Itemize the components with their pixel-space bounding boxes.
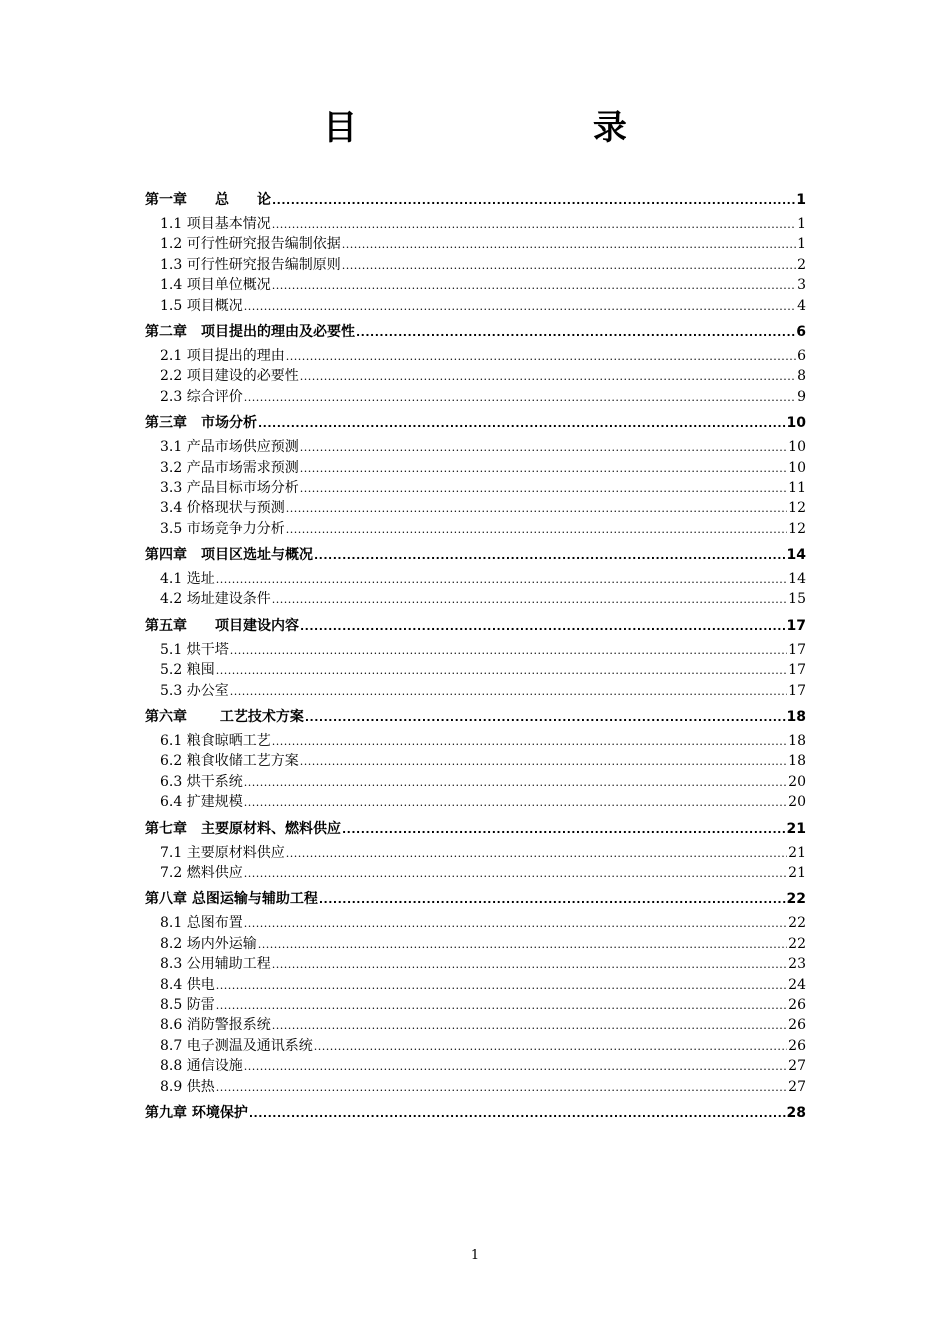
dot-leader bbox=[286, 499, 787, 519]
toc-section-page: 21 bbox=[788, 864, 806, 881]
toc-section-label: 3.1 产品市场供应预测 bbox=[160, 439, 299, 456]
dot-leader bbox=[244, 914, 787, 934]
toc-chapter-label: 第七章 主要原材料、燃料供应 bbox=[145, 820, 341, 837]
toc-section[interactable] bbox=[145, 437, 806, 457]
toc-section-page: 1 bbox=[797, 236, 806, 253]
dot-leader bbox=[272, 955, 787, 975]
toc-section-label: 8.9 供热 bbox=[160, 1078, 215, 1095]
dot-leader bbox=[300, 367, 796, 387]
toc-section-page: 18 bbox=[788, 753, 806, 770]
toc-section-label: 5.1 烘干塔 bbox=[160, 641, 229, 658]
toc-chapter-label: 第一章 总 论 bbox=[145, 192, 271, 208]
toc-section[interactable] bbox=[145, 275, 806, 295]
toc-section[interactable] bbox=[145, 234, 806, 254]
dot-leader bbox=[314, 546, 786, 566]
page-title: 目 录 bbox=[323, 108, 739, 148]
toc-chapter[interactable] bbox=[145, 413, 806, 433]
dot-leader bbox=[319, 890, 786, 910]
toc-section-label: 3.5 市场竞争力分析 bbox=[160, 520, 285, 537]
toc-section-page: 22 bbox=[788, 935, 806, 952]
toc-section-page: 17 bbox=[788, 662, 806, 679]
dot-leader bbox=[230, 682, 787, 702]
toc-section-label: 6.3 烘干系统 bbox=[160, 773, 243, 790]
dot-leader bbox=[305, 708, 786, 728]
dot-leader bbox=[286, 347, 796, 367]
dot-leader bbox=[286, 520, 787, 540]
toc-section-label: 1.2 可行性研究报告编制依据 bbox=[160, 236, 341, 253]
toc-section-label: 1.5 项目概况 bbox=[160, 297, 243, 314]
toc-section[interactable] bbox=[145, 772, 806, 792]
toc-chapter[interactable] bbox=[145, 322, 806, 342]
toc-chapter[interactable] bbox=[145, 819, 806, 839]
toc-section[interactable] bbox=[145, 863, 806, 883]
toc-section-page: 24 bbox=[788, 976, 806, 993]
toc-section-label: 3.3 产品目标市场分析 bbox=[160, 479, 299, 496]
toc-section[interactable] bbox=[145, 296, 806, 316]
toc-section-page: 15 bbox=[788, 591, 806, 608]
dot-leader bbox=[300, 752, 787, 772]
toc-section[interactable] bbox=[145, 751, 806, 771]
toc-section-label: 8.3 公用辅助工程 bbox=[160, 956, 271, 973]
toc-chapter-label: 第三章 市场分析 bbox=[145, 415, 257, 432]
toc-section-page: 10 bbox=[788, 459, 806, 476]
toc-section-label: 6.2 粮食收储工艺方案 bbox=[160, 753, 299, 770]
dot-leader bbox=[300, 479, 787, 499]
toc-section-page: 26 bbox=[788, 1017, 806, 1034]
toc-section-page: 12 bbox=[788, 500, 806, 517]
toc-section-label: 5.3 办公室 bbox=[160, 682, 229, 699]
toc-section[interactable] bbox=[145, 731, 806, 751]
toc-chapter-page: 28 bbox=[786, 1104, 806, 1121]
toc-section-label: 8.4 供电 bbox=[160, 976, 215, 993]
toc-section-page: 11 bbox=[788, 479, 806, 496]
toc-section-page: 10 bbox=[788, 439, 806, 456]
dot-leader bbox=[244, 297, 796, 317]
toc-chapter-label: 第八章 总图运输与辅助工程 bbox=[145, 891, 318, 908]
toc-chapter[interactable] bbox=[145, 707, 806, 727]
toc-section[interactable] bbox=[145, 346, 806, 366]
dot-leader bbox=[300, 459, 787, 479]
toc-section-page: 22 bbox=[788, 915, 806, 932]
dot-leader bbox=[244, 773, 787, 793]
toc-section-page: 27 bbox=[788, 1058, 806, 1075]
dot-leader bbox=[258, 414, 786, 434]
toc-chapter[interactable] bbox=[145, 889, 806, 909]
toc-section-label: 6.1 粮食晾晒工艺 bbox=[160, 733, 271, 750]
toc-section-page: 2 bbox=[797, 256, 806, 273]
dot-leader bbox=[314, 1037, 787, 1057]
toc-section[interactable] bbox=[145, 792, 806, 812]
dot-leader bbox=[216, 976, 787, 996]
toc-chapter-label: 第二章 项目提出的理由及必要性 bbox=[145, 323, 355, 340]
toc-section[interactable] bbox=[145, 934, 806, 954]
toc-section[interactable] bbox=[145, 1036, 806, 1056]
toc-section[interactable] bbox=[145, 995, 806, 1015]
toc-section[interactable] bbox=[145, 255, 806, 275]
dot-leader bbox=[244, 864, 787, 884]
toc-chapter-page: 14 bbox=[786, 547, 806, 564]
dot-leader bbox=[216, 661, 787, 681]
toc-chapter-page: 18 bbox=[786, 709, 806, 726]
toc-chapter-label: 第九章 环境保护 bbox=[145, 1104, 248, 1121]
toc-section[interactable] bbox=[145, 843, 806, 863]
toc-section[interactable] bbox=[145, 569, 806, 589]
toc-section[interactable] bbox=[145, 975, 806, 995]
toc-section-page: 26 bbox=[788, 1037, 806, 1054]
dot-leader bbox=[342, 256, 796, 276]
toc-section[interactable] bbox=[145, 1015, 806, 1035]
toc-section[interactable] bbox=[145, 660, 806, 680]
toc-section-label: 7.2 燃料供应 bbox=[160, 864, 243, 881]
dot-leader bbox=[342, 235, 796, 255]
toc-chapter[interactable] bbox=[145, 616, 806, 636]
toc-section-page: 14 bbox=[788, 571, 806, 588]
toc-chapter-label: 第四章 项目区选址与概况 bbox=[145, 547, 313, 564]
dot-leader bbox=[272, 215, 796, 235]
dot-leader bbox=[300, 617, 786, 637]
toc-chapter-page: 21 bbox=[786, 820, 806, 837]
toc-section-label: 1.3 可行性研究报告编制原则 bbox=[160, 256, 341, 273]
toc-chapter-page: 22 bbox=[786, 891, 806, 908]
dot-leader bbox=[216, 996, 787, 1016]
toc-section-page: 21 bbox=[788, 844, 806, 861]
toc-section[interactable] bbox=[145, 478, 806, 498]
dot-leader bbox=[272, 590, 787, 610]
dot-leader bbox=[272, 732, 787, 752]
toc-section-label: 2.2 项目建设的必要性 bbox=[160, 368, 299, 385]
toc-section-page: 20 bbox=[788, 794, 806, 811]
toc-section[interactable] bbox=[145, 458, 806, 478]
dot-leader bbox=[216, 570, 787, 590]
toc-chapter-label: 第五章 项目建设内容 bbox=[145, 617, 299, 634]
toc-section-page: 1 bbox=[797, 216, 806, 232]
toc-section-page: 3 bbox=[797, 277, 806, 294]
dot-leader bbox=[272, 1016, 787, 1036]
dot-leader bbox=[258, 935, 787, 955]
toc-chapter-page: 10 bbox=[786, 415, 806, 432]
dot-leader bbox=[272, 191, 795, 211]
toc-chapter-page: 17 bbox=[786, 617, 806, 634]
toc-section[interactable] bbox=[145, 366, 806, 386]
toc-section-label: 3.4 价格现状与预测 bbox=[160, 500, 285, 517]
dot-leader bbox=[356, 323, 795, 343]
toc-section-label: 8.6 消防警报系统 bbox=[160, 1017, 271, 1034]
toc-section[interactable] bbox=[145, 681, 806, 701]
toc-chapter[interactable] bbox=[145, 545, 806, 565]
toc-section-page: 20 bbox=[788, 773, 806, 790]
toc-section-page: 26 bbox=[788, 996, 806, 1013]
toc-chapter[interactable] bbox=[145, 190, 806, 210]
dot-leader bbox=[286, 844, 787, 864]
toc-chapter[interactable] bbox=[145, 1103, 806, 1123]
toc-section-label: 8.1 总图布置 bbox=[160, 915, 243, 932]
toc-chapter-page: 1 bbox=[796, 192, 806, 208]
page-number: 1 bbox=[470, 1248, 480, 1263]
toc-section[interactable] bbox=[145, 954, 806, 974]
dot-leader bbox=[244, 388, 796, 408]
toc-section-page: 4 bbox=[797, 297, 806, 314]
toc-section[interactable] bbox=[145, 214, 806, 234]
toc-section-page: 23 bbox=[788, 956, 806, 973]
toc-section-label: 1.1 项目基本情况 bbox=[160, 216, 271, 232]
toc-section-page: 18 bbox=[788, 733, 806, 750]
toc-section-label: 6.4 扩建规模 bbox=[160, 794, 243, 811]
toc-section-label: 4.2 场址建设条件 bbox=[160, 591, 271, 608]
toc-section-page: 9 bbox=[797, 388, 806, 405]
toc-section-page: 8 bbox=[797, 368, 806, 385]
toc-section-page: 6 bbox=[797, 347, 806, 364]
dot-leader bbox=[244, 1057, 787, 1077]
toc-section-label: 3.2 产品市场需求预测 bbox=[160, 459, 299, 476]
toc-section-label: 1.4 项目单位概况 bbox=[160, 277, 271, 294]
table-of-contents bbox=[145, 184, 806, 1127]
dot-leader bbox=[272, 276, 796, 296]
toc-section-page: 17 bbox=[788, 641, 806, 658]
toc-section[interactable] bbox=[145, 1056, 806, 1076]
dot-leader bbox=[342, 820, 786, 840]
toc-section[interactable] bbox=[145, 640, 806, 660]
toc-section-label: 5.2 粮囤 bbox=[160, 662, 215, 679]
toc-section[interactable] bbox=[145, 1077, 806, 1097]
toc-section-label: 7.1 主要原材料供应 bbox=[160, 844, 285, 861]
toc-section-label: 2.1 项目提出的理由 bbox=[160, 347, 285, 364]
toc-section[interactable] bbox=[145, 498, 806, 518]
toc-section-label: 8.7 电子测温及通讯系统 bbox=[160, 1037, 313, 1054]
toc-chapter-page: 6 bbox=[796, 323, 806, 340]
toc-section[interactable] bbox=[145, 519, 806, 539]
toc-section-page: 27 bbox=[788, 1078, 806, 1095]
toc-section-label: 8.8 通信设施 bbox=[160, 1058, 243, 1075]
toc-section-label: 8.2 场内外运输 bbox=[160, 935, 257, 952]
dot-leader bbox=[300, 438, 787, 458]
toc-section[interactable] bbox=[145, 387, 806, 407]
toc-section-page: 12 bbox=[788, 520, 806, 537]
dot-leader bbox=[230, 641, 787, 661]
toc-chapter-label: 第六章 工艺技术方案 bbox=[145, 709, 304, 726]
dot-leader bbox=[244, 793, 787, 813]
toc-section-label: 8.5 防雷 bbox=[160, 996, 215, 1013]
toc-section[interactable] bbox=[145, 913, 806, 933]
dot-leader bbox=[249, 1104, 786, 1124]
dot-leader bbox=[216, 1078, 787, 1098]
toc-section-label: 2.3 综合评价 bbox=[160, 388, 243, 405]
toc-section[interactable] bbox=[145, 589, 806, 609]
toc-section-page: 17 bbox=[788, 682, 806, 699]
toc-section-label: 4.1 选址 bbox=[160, 571, 215, 588]
